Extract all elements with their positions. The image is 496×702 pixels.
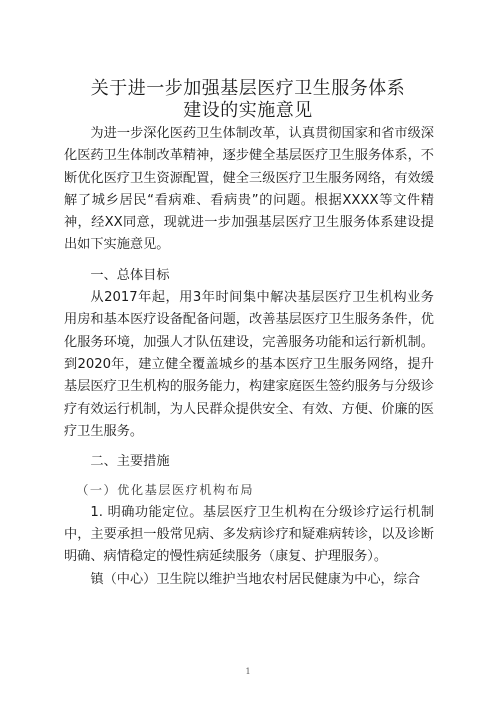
document-body: [64, 123, 434, 591]
subsection-1-heading: （一）优化基层医疗机构布局: [76, 483, 255, 498]
document-title-line-2: 建设的实施意见: [183, 100, 313, 121]
intro-paragraph: 为进一步深化医药卫生体制改革，认真贯彻国家和省市级深化医药卫生体制改革精神，逐步健全基层医疗卫生服务体系，不断优化医疗卫生资源配置，健全三级医疗卫生服务网络，有效缓解了城乡居民“看病难、看病贵”的问题。根据XXXX等文件精神，经XX同意，现就进一步加强基层医疗卫生服务体系建设提出如下实施意见。: [64, 126, 434, 253]
item-1-paragraph: 1. 明确功能定位。基层医疗卫生机构在分级诊疗运行机制中，主要承担一般常见病、多发病诊疗和疑难病转诊，以及诊断明确、病情稳定的慢性病延续服务（康复、护理服务）。: [64, 504, 434, 565]
item-1-continuation: 镇（中心）卫生院以维护当地农村居民健康为中心，综合: [90, 571, 421, 587]
section-1-paragraph: 从2017年起，用3年时间集中解决基层医疗卫生机构业务用房和基本医疗设备配备问题，改善基层医疗卫生服务条件，优化服务环境，加强人才队伍建设，完善服务功能和运行新机制。到2020年，建立健全覆盖城乡的基本医疗卫生服务网络，提升基层医疗卫生机构的服务能力，构建家庭医生签约服务与分级诊疗有效运行机制，为人民群众提供安全、有效、方便、价廉的医疗卫生服务。: [64, 290, 434, 439]
page-number: 1: [245, 667, 251, 676]
document-title-line-1: 关于进一步加强基层医疗卫生服务体系: [90, 78, 406, 99]
section-1-heading: 一、总体目标: [90, 267, 170, 283]
section-2-heading: 二、主要措施: [90, 454, 170, 470]
